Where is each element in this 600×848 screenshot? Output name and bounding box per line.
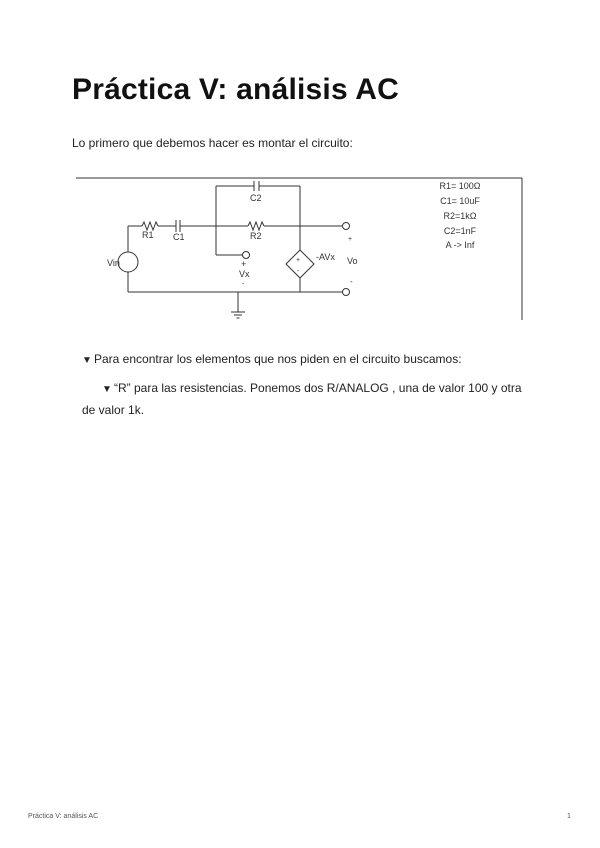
vo-plus-label: + — [348, 236, 353, 243]
value-gain: A -> Inf — [445, 240, 475, 250]
vo-plus-terminal — [343, 223, 350, 230]
r2-label: R2 — [250, 231, 262, 241]
list-item-text-continued: de valor 1k. — [82, 403, 145, 417]
vx-terminal — [243, 252, 250, 259]
toggle-triangle-icon[interactable]: ▼ — [82, 355, 92, 366]
vin-label: Vin — [107, 258, 120, 268]
c2-label: C2 — [250, 193, 262, 203]
vin-source — [118, 252, 138, 272]
dependent-source — [286, 250, 314, 278]
list-item-text: “R” para las resistencias. Ponemos dos R/ANALOG , una de valor 100 y otra — [114, 381, 522, 395]
vo-minus-label: - — [350, 277, 353, 286]
vx-label: Vx — [239, 269, 250, 279]
source-gain-label: -AVx — [316, 252, 335, 262]
value-r2: R2=1kΩ — [443, 211, 477, 221]
r2-resistor — [248, 222, 264, 230]
toggle-triangle-icon[interactable]: ▼ — [102, 384, 112, 395]
vx-plus-label: + — [241, 259, 247, 269]
vx-minus-label: - — [242, 281, 245, 288]
value-r1: R1= 100Ω — [439, 181, 481, 191]
list-item — [82, 378, 542, 420]
r1-resistor — [142, 222, 158, 230]
vo-minus-terminal — [343, 289, 350, 296]
footer-title: Práctica V: análisis AC — [28, 813, 99, 820]
source-minus-label: - — [297, 268, 300, 275]
circuit-figure — [76, 174, 524, 322]
page-title: Práctica V: análisis AC — [72, 73, 399, 106]
page-number: 1 — [567, 813, 571, 820]
bullet-list — [82, 349, 542, 420]
circuit-diagram — [76, 174, 524, 322]
r1-label: R1 — [142, 230, 154, 240]
vo-label: Vo — [347, 256, 358, 266]
c1-label: C1 — [173, 232, 185, 242]
source-plus-label: + — [296, 257, 301, 264]
list-item — [82, 349, 542, 371]
list-item-text: Para encontrar los elementos que nos piden en el circuito buscamos: — [94, 352, 462, 366]
intro-paragraph: Lo primero que debemos hacer es montar el circuito: — [72, 136, 353, 150]
value-c2: C2=1nF — [443, 226, 477, 236]
value-c1: C1= 10uF — [440, 196, 480, 206]
